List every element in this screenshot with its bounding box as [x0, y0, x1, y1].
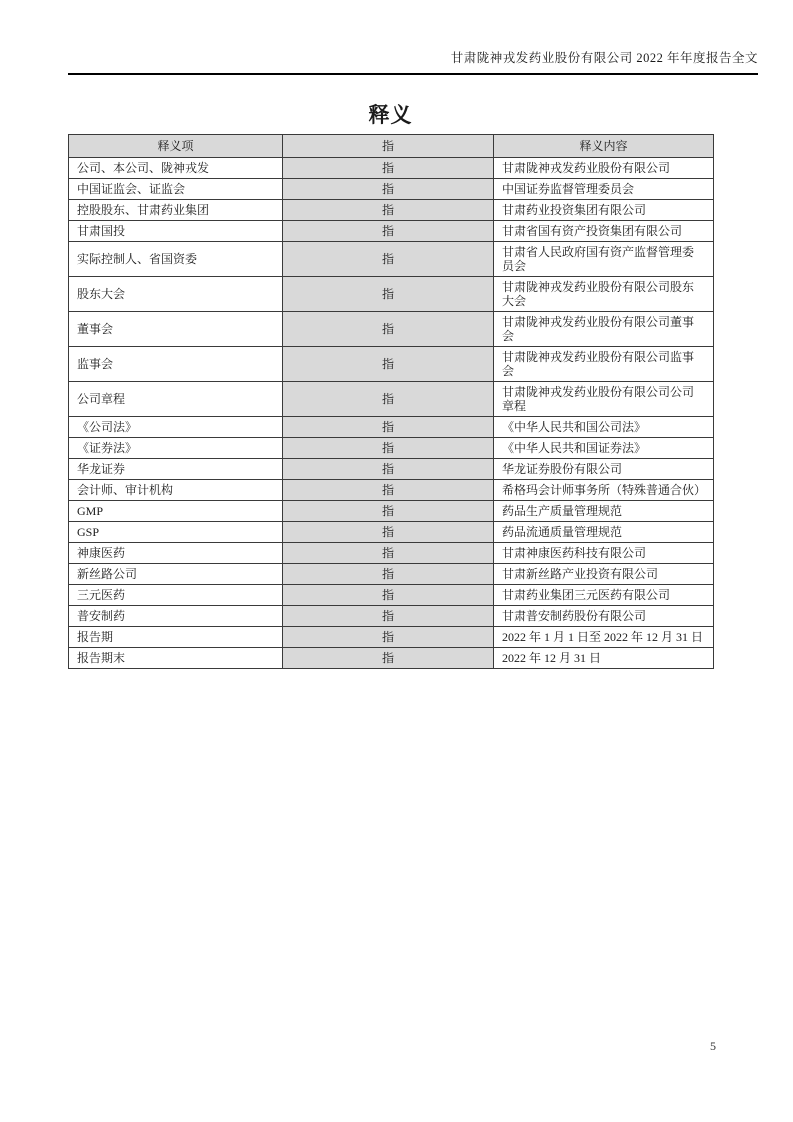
definition-cell: 希格玛会计师事务所（特殊普通合伙） — [494, 480, 714, 501]
definition-cell: 中国证券监督管理委员会 — [494, 179, 714, 200]
zhi-cell: 指 — [283, 221, 494, 242]
table-row — [69, 200, 714, 221]
zhi-cell: 指 — [283, 158, 494, 179]
table-header-row — [69, 135, 714, 158]
definition-cell: 甘肃省国有资产投资集团有限公司 — [494, 221, 714, 242]
term-cell: GMP — [69, 501, 283, 522]
term-cell: 《证券法》 — [69, 438, 283, 459]
term-cell: 中国证监会、证监会 — [69, 179, 283, 200]
zhi-cell: 指 — [283, 543, 494, 564]
document-header-text: 甘肃陇神戎发药业股份有限公司 2022 年年度报告全文 — [68, 48, 758, 75]
table-row — [69, 242, 714, 277]
definition-cell: 甘肃普安制药股份有限公司 — [494, 606, 714, 627]
term-cell: 华龙证券 — [69, 459, 283, 480]
zhi-cell: 指 — [283, 501, 494, 522]
table-row — [69, 543, 714, 564]
definition-cell: 甘肃陇神戎发药业股份有限公司监事会 — [494, 347, 714, 382]
definition-cell: 甘肃新丝路产业投资有限公司 — [494, 564, 714, 585]
definitions-table-body — [69, 158, 714, 669]
definition-cell: 药品生产质量管理规范 — [494, 501, 714, 522]
definition-cell: 甘肃药业投资集团有限公司 — [494, 200, 714, 221]
term-cell: 会计师、审计机构 — [69, 480, 283, 501]
table-row — [69, 585, 714, 606]
zhi-cell: 指 — [283, 200, 494, 221]
table-row — [69, 564, 714, 585]
definition-cell: 甘肃药业集团三元医药有限公司 — [494, 585, 714, 606]
table-row — [69, 347, 714, 382]
definition-cell: 《中华人民共和国证券法》 — [494, 438, 714, 459]
zhi-cell: 指 — [283, 382, 494, 417]
term-cell: 普安制药 — [69, 606, 283, 627]
table-row — [69, 627, 714, 648]
definition-cell: 药品流通质量管理规范 — [494, 522, 714, 543]
zhi-cell: 指 — [283, 438, 494, 459]
term-cell: 报告期末 — [69, 648, 283, 669]
table-row — [69, 648, 714, 669]
zhi-cell: 指 — [283, 347, 494, 382]
zhi-cell: 指 — [283, 585, 494, 606]
definition-cell: 甘肃省人民政府国有资产监督管理委员会 — [494, 242, 714, 277]
table-row — [69, 480, 714, 501]
term-cell: 董事会 — [69, 312, 283, 347]
definition-cell: 2022 年 12 月 31 日 — [494, 648, 714, 669]
term-cell: 股东大会 — [69, 277, 283, 312]
zhi-cell: 指 — [283, 312, 494, 347]
term-cell: 控股股东、甘肃药业集团 — [69, 200, 283, 221]
table-row — [69, 221, 714, 242]
zhi-cell: 指 — [283, 606, 494, 627]
term-cell: 新丝路公司 — [69, 564, 283, 585]
definition-cell: 甘肃陇神戎发药业股份有限公司股东大会 — [494, 277, 714, 312]
definition-cell: 2022 年 1 月 1 日至 2022 年 12 月 31 日 — [494, 627, 714, 648]
column-header-definition: 释义内容 — [494, 135, 714, 158]
definition-cell: 华龙证券股份有限公司 — [494, 459, 714, 480]
table-row — [69, 417, 714, 438]
term-cell: 公司章程 — [69, 382, 283, 417]
table-row — [69, 522, 714, 543]
definition-cell: 甘肃陇神戎发药业股份有限公司董事会 — [494, 312, 714, 347]
term-cell: 神康医药 — [69, 543, 283, 564]
table-row — [69, 438, 714, 459]
zhi-cell: 指 — [283, 277, 494, 312]
table-row — [69, 459, 714, 480]
table-row — [69, 312, 714, 347]
term-cell: 报告期 — [69, 627, 283, 648]
table-row — [69, 158, 714, 179]
table-row — [69, 382, 714, 417]
table-row — [69, 501, 714, 522]
column-header-term: 释义项 — [69, 135, 283, 158]
zhi-cell: 指 — [283, 627, 494, 648]
page-title: 释义 — [368, 103, 413, 127]
table-row — [69, 606, 714, 627]
zhi-cell: 指 — [283, 417, 494, 438]
zhi-cell: 指 — [283, 459, 494, 480]
zhi-cell: 指 — [283, 480, 494, 501]
definition-cell: 甘肃陇神戎发药业股份有限公司公司章程 — [494, 382, 714, 417]
term-cell: 实际控制人、省国资委 — [69, 242, 283, 277]
page-number: 5 — [710, 1039, 716, 1053]
term-cell: GSP — [69, 522, 283, 543]
zhi-cell: 指 — [283, 522, 494, 543]
column-header-zhi: 指 — [283, 135, 494, 158]
table-row — [69, 277, 714, 312]
table-row — [69, 179, 714, 200]
definitions-table — [68, 134, 714, 669]
term-cell: 《公司法》 — [69, 417, 283, 438]
term-cell: 公司、本公司、陇神戎发 — [69, 158, 283, 179]
definition-cell: 甘肃神康医药科技有限公司 — [494, 543, 714, 564]
definition-cell: 甘肃陇神戎发药业股份有限公司 — [494, 158, 714, 179]
definition-cell: 《中华人民共和国公司法》 — [494, 417, 714, 438]
zhi-cell: 指 — [283, 242, 494, 277]
term-cell: 三元医药 — [69, 585, 283, 606]
zhi-cell: 指 — [283, 648, 494, 669]
zhi-cell: 指 — [283, 564, 494, 585]
zhi-cell: 指 — [283, 179, 494, 200]
term-cell: 监事会 — [69, 347, 283, 382]
term-cell: 甘肃国投 — [69, 221, 283, 242]
